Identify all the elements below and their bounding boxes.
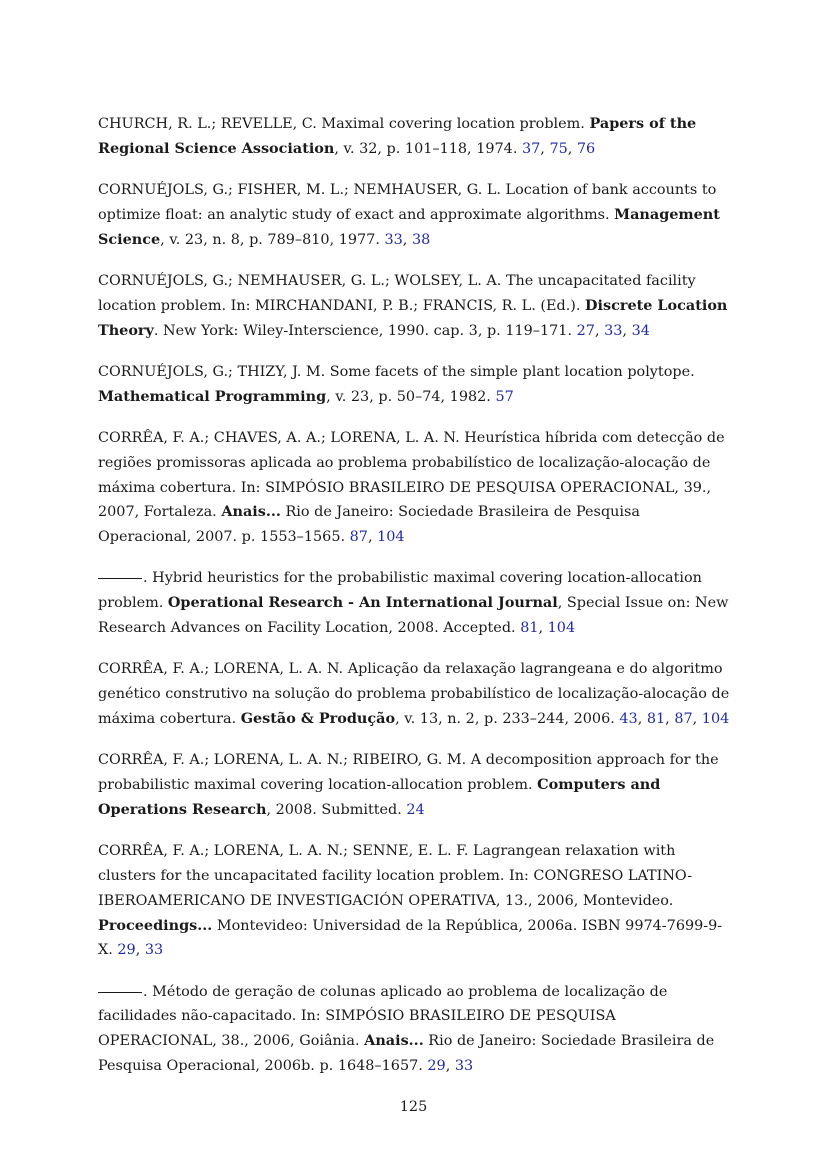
reference-entry: CORRÊA, F. A.; LORENA, L. A. N. Aplicação da relaxação lagrangeana e do algoritmo genético construtivo na solução do problema probabilístico de localização-alocação de máxima cobertura. Gestão & Produção, v. 13, n. 2, p. 233–244, 2006. 43, 81, 87, 104: [98, 661, 730, 727]
reference-details: Rio de Janeiro: Sociedade Brasileira de Pesquisa Operacional, 2006b. p. 1648–1657.: [98, 1033, 715, 1074]
back-reference-link[interactable]: 104: [547, 620, 576, 637]
reference-source-title: Discrete Location Theory: [98, 296, 728, 339]
reference-source-title: Operational Research - An International Journal: [167, 594, 558, 612]
page-number: 125: [399, 1099, 428, 1115]
reference-text: CORRÊA, F. A.; CHAVES, A. A.; LORENA, L. A. N. Heurística híbrida com detecção de regiões promissoras aplicada ao problema probabilístico de localização-alocação de máxima cobertura. In: SIMPÓSIO BRASILEIRO DE PESQUISA OPERACIONAL, 39., 2007, Fortaleza.: [98, 429, 725, 521]
reference-source-title: Anais...: [364, 1032, 424, 1050]
reference-entry: . Hybrid heuristics for the probabilistic maximal covering location-allocation problem. Operational Research - An International Journal, Special Issue on: New Research Advances on Facility Location, 2008. Accepted. 81, 104: [98, 570, 729, 637]
reference-entry: CORNUÉJOLS, G.; FISHER, M. L.; NEMHAUSER, G. L. Location of bank accounts to optimize float: an analytic study of exact and approximate algorithms. Management Science, v. 23, n. 8, p. 789–810, 1977. 33, 38: [98, 182, 720, 248]
reference-details: , Special Issue on: New Research Advances on Facility Location, 2008. Accepted.: [98, 595, 729, 637]
back-reference-link[interactable]: 33: [604, 322, 623, 339]
reference-source-title: Papers of the Regional Science Association: [98, 115, 697, 157]
reference-details: Rio de Janeiro: Sociedade Brasileira de Pesquisa Operacional, 2007. p. 1553–1565.: [98, 504, 640, 546]
back-reference-link[interactable]: 24: [406, 801, 425, 818]
back-reference-link[interactable]: 57: [495, 388, 514, 405]
reference-source-title: Computers and Operations Research: [98, 776, 661, 818]
reference-list: [98, 112, 730, 1095]
reference-entry: CORRÊA, F. A.; CHAVES, A. A.; LORENA, L. A. N. Heurística híbrida com detecção de regiões promissoras aplicada ao problema probabilístico de localização-alocação de máxima cobertura. In: SIMPÓSIO BRASILEIRO DE PESQUISA OPERACIONAL, 39., 2007, Fortaleza. Anais... Rio de Janeiro: Sociedade Brasileira de Pesquisa Operacional, 2007. p. 1553–1565. 87, 104: [98, 429, 725, 546]
reference-entry: CORRÊA, F. A.; LORENA, L. A. N.; SENNE, E. L. F. Lagrangean relaxation with clusters for the uncapacitated facility location problem. In: CONGRESO LATINO-IBEROAMERICANO DE INVESTIGACIÓN OPERATIVA, 13., 2006, Montevideo. Proceedings... Montevideo: Universidad de la República, 2006a. ISBN 9974-7699-9-X. 29, 33: [98, 843, 723, 959]
reference-source-title: Gestão & Produção: [240, 709, 396, 727]
reference-details: , v. 23, p. 50–74, 1982.: [326, 388, 496, 405]
reference-source-title: Proceedings...: [98, 916, 213, 934]
reference-text: CORNUÉJOLS, G.; THIZY, J. M. Some facets of the simple plant location polytope.: [98, 363, 695, 380]
back-reference-link[interactable]: 29: [117, 942, 136, 959]
back-reference-link[interactable]: 104: [377, 529, 405, 546]
reference-text: CORRÊA, F. A.; LORENA, L. A. N. Aplicação da relaxação lagrangeana e do algoritmo genético construtivo na solução do problema probabilístico de localização-alocação de máxima cobertura.: [98, 661, 730, 727]
same-author-dash: [98, 577, 142, 579]
reference-text: CORRÊA, F. A.; LORENA, L. A. N.; RIBEIRO, G. M. A decomposition approach for the probabilistic maximal covering location-allocation problem.: [98, 752, 719, 794]
reference-entry: [98, 360, 730, 410]
back-reference-link[interactable]: 104: [701, 710, 730, 727]
back-reference-link[interactable]: 34: [631, 322, 650, 339]
reference-text: CHURCH, R. L.; REVELLE, C. Maximal covering location problem.: [98, 116, 590, 132]
back-reference-link[interactable]: 38: [411, 231, 431, 248]
reference-text: CORNUÉJOLS, G.; FISHER, M. L.; NEMHAUSER, G. L. Location of bank accounts to optimize float: an analytic study of exact and approximate algorithms.: [98, 182, 717, 223]
back-reference-link[interactable]: 75: [549, 140, 568, 157]
back-reference-link[interactable]: 87: [349, 529, 368, 546]
reference-entry: [98, 748, 730, 822]
reference-source-title: Management Science: [98, 205, 720, 248]
reference-text: CORRÊA, F. A.; LORENA, L. A. N.; SENNE, E. L. F. Lagrangean relaxation with clusters for the uncapacitated facility location problem. In: CONGRESO LATINO-IBEROAMERICANO DE INVESTIGACIÓN OPERATIVA, 13., 2006, Montevideo.: [98, 843, 693, 909]
reference-entry: CORNUÉJOLS, G.; NEMHAUSER, G. L.; WOLSEY, L. A. The uncapacitated facility location problem. In: MIRCHANDANI, P. B.; FRANCIS, R. L. (Ed.). Discrete Location Theory. New York: Wiley-Interscience, 1990. cap. 3, p. 119–171. 27, 33, 34: [98, 272, 728, 339]
back-reference-link[interactable]: 81: [520, 620, 539, 637]
back-reference-link[interactable]: 27: [576, 322, 595, 339]
reference-entry: CHURCH, R. L.; REVELLE, C. Maximal covering location problem. Papers of the Regional Science Association, v. 32, p. 101–118, 1974. 37, 75, 76: [98, 115, 697, 157]
back-reference-link[interactable]: 33: [454, 1058, 474, 1074]
reference-details: Montevideo: Universidad de la República, 2006a. ISBN 9974-7699-9-X.: [98, 917, 723, 959]
back-reference-link[interactable]: 33: [144, 942, 164, 959]
same-author-dash: [98, 991, 142, 993]
reference-details: , 2008. Submitted.: [266, 801, 407, 818]
reference-details: , v. 13, n. 2, p. 233–244, 2006.: [395, 710, 620, 727]
reference-source-title: Mathematical Programming: [98, 387, 327, 405]
reference-entry: . Método de geração de colunas aplicado ao problema de localização de facilidades não-capacitado. In: SIMPÓSIO BRASILEIRO DE PESQUISA OPERACIONAL, 38., 2006, Goiânia. Anais... Rio de Janeiro: Sociedade Brasileira de Pesquisa Operacional, 2006b. p. 1648–1657. 29, 33: [98, 983, 715, 1074]
back-reference-link[interactable]: 29: [427, 1058, 446, 1074]
reference-details: , v. 32, p. 101–118, 1974.: [334, 140, 522, 157]
back-reference-link[interactable]: 81: [646, 710, 666, 727]
reference-details: . New York: Wiley-Interscience, 1990. cap. 3, p. 119–171.: [153, 322, 577, 339]
back-reference-link[interactable]: 43: [619, 710, 638, 727]
reference-source-title: Anais...: [221, 503, 281, 521]
reference-text: . Método de geração de colunas aplicado ao problema de localização de facilidades não-capacitado. In: SIMPÓSIO BRASILEIRO DE PESQUISA OPERACIONAL, 38., 2006, Goiânia.: [98, 983, 668, 1050]
reference-details: , v. 23, n. 8, p. 789–810, 1977.: [160, 231, 385, 248]
back-reference-link[interactable]: 76: [576, 140, 596, 157]
back-reference-link[interactable]: 87: [674, 710, 693, 727]
back-reference-link[interactable]: 37: [521, 140, 541, 157]
back-reference-link[interactable]: 33: [384, 231, 403, 248]
reference-text: . Hybrid heuristics for the probabilistic maximal covering location-allocation problem.: [98, 570, 702, 612]
reference-text: CORNUÉJOLS, G.; NEMHAUSER, G. L.; WOLSEY, L. A. The uncapacitated facility location problem. In: MIRCHANDANI, P. B.; FRANCIS, R. L. (Ed.).: [98, 272, 696, 314]
